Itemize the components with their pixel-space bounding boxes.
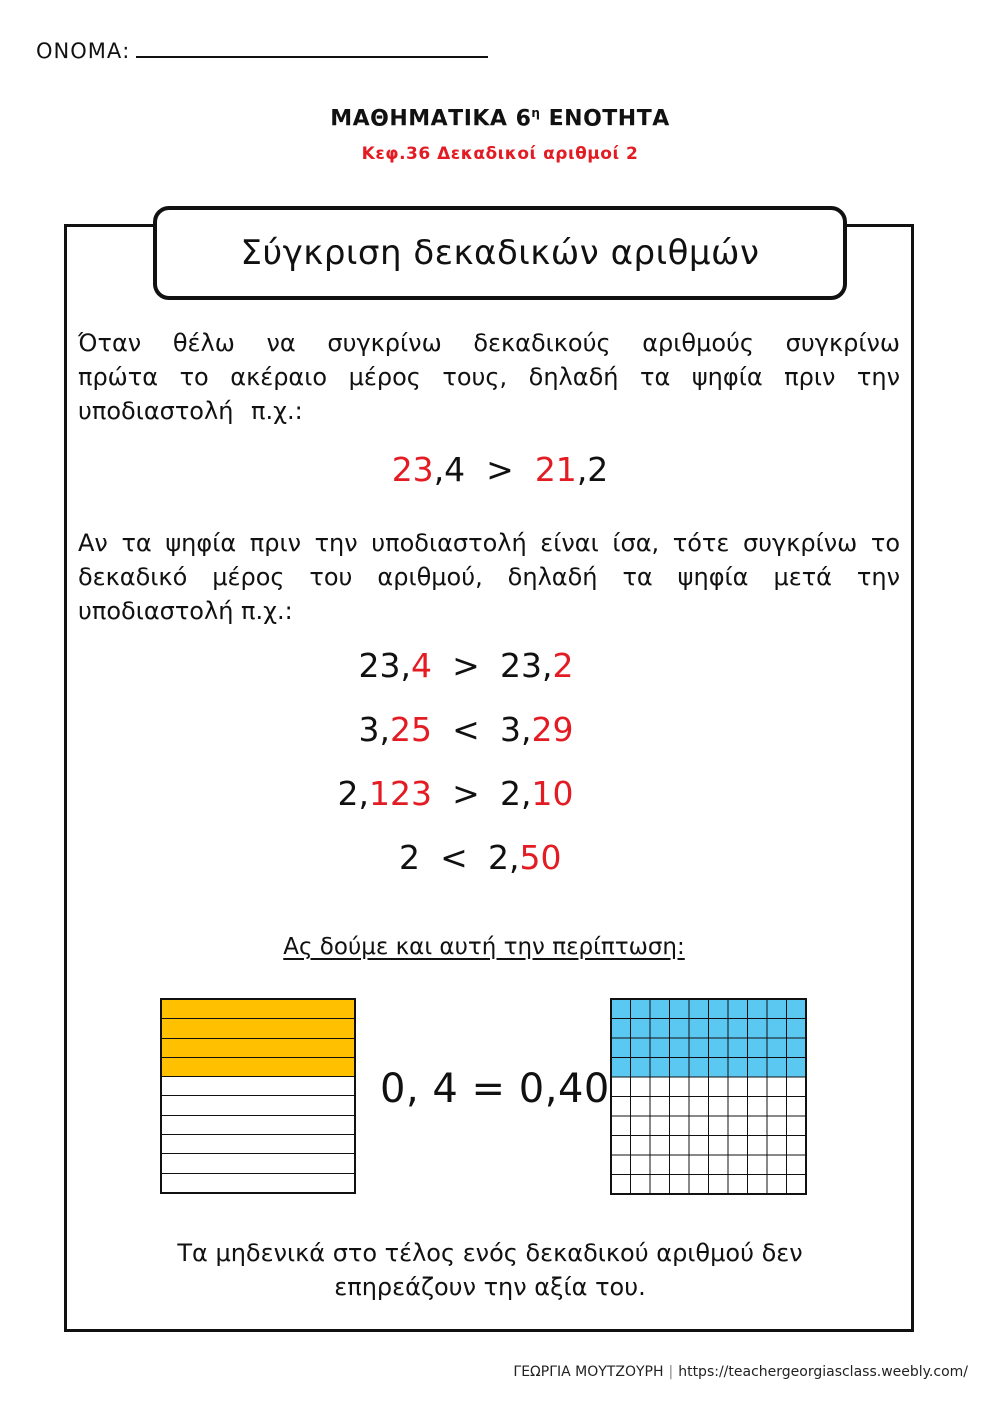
hundredth-cell (728, 1097, 748, 1117)
hundredth-cell (650, 1097, 670, 1117)
hundredth-cell (709, 1077, 729, 1097)
hundredth-cell (650, 1116, 670, 1136)
hundredth-cell-shaded (650, 1038, 670, 1058)
comparison-operator: < (452, 710, 480, 749)
hundredth-cell-shaded (631, 1038, 651, 1058)
hundredth-cell-shaded (728, 1038, 748, 1058)
footer-url[interactable]: https://teachergeorgiasclass.weebly.com/ (678, 1364, 968, 1380)
conclusion-line-2: επηρεάζουν την αξία του. (334, 1273, 646, 1301)
tenths-model (160, 998, 356, 1194)
hundredth-cell-shaded (689, 1038, 709, 1058)
hundredth-cell-shaded (709, 1058, 729, 1078)
right-whole-part: 2, (500, 774, 532, 813)
hundredth-cell (611, 1077, 631, 1097)
hundredth-cell (767, 1077, 787, 1097)
hundredth-cell (728, 1136, 748, 1156)
hundredth-cell (631, 1136, 651, 1156)
example-left-number (0, 710, 432, 749)
example-right-number (500, 774, 574, 813)
subject-label: ΜΑΘΗΜΑΤΙΚΑ 6 (330, 106, 532, 132)
tenth-strip (162, 1116, 354, 1135)
hundredth-cell-shaded (787, 1038, 807, 1058)
hundredth-cell (650, 1175, 670, 1195)
hundredth-cell-shaded (670, 999, 690, 1019)
hundredth-cell (748, 1097, 768, 1117)
right-whole-part: 23, (500, 646, 553, 685)
hundredth-cell (748, 1136, 768, 1156)
hundredth-cell (709, 1155, 729, 1175)
chapter-title: Κεφ.36 Δεκαδικοί αριθμοί 2 (361, 144, 639, 164)
example-integer-comparison (0, 450, 1000, 489)
hundredth-cell-shaded (767, 1038, 787, 1058)
example-right-integer: 21 (534, 450, 577, 489)
comparison-operator: < (440, 838, 468, 877)
tenth-strip (162, 1096, 354, 1115)
hundredths-model (610, 998, 807, 1195)
left-decimal-digits: 123 (369, 774, 432, 813)
hundredth-cell (670, 1175, 690, 1195)
hundredth-cell-shaded (650, 1058, 670, 1078)
name-blank-line[interactable] (136, 36, 488, 58)
hundredth-cell (631, 1097, 651, 1117)
right-decimal-digits: 10 (531, 774, 574, 813)
hundredth-cell (787, 1175, 807, 1195)
hundredth-cell (670, 1077, 690, 1097)
hundredth-cell-shaded (787, 999, 807, 1019)
hundredth-cell (611, 1097, 631, 1117)
hundredth-cell-shaded (728, 1019, 748, 1039)
hundredth-cell (631, 1155, 651, 1175)
left-whole-part: 3, (358, 710, 390, 749)
comparison-operator: > (452, 774, 480, 813)
hundredth-cell (670, 1116, 690, 1136)
example-right-number (500, 710, 574, 749)
hundredth-cell-shaded (728, 999, 748, 1019)
left-whole-part: 2, (337, 774, 369, 813)
hundredth-cell-shaded (748, 1058, 768, 1078)
example-right-number (488, 838, 562, 877)
hundredth-cell (670, 1097, 690, 1117)
hundredth-cell-shaded (670, 1058, 690, 1078)
paragraph-integer-part: Όταν θέλω να συγκρίνω δεκαδικούς αριθμούς συγκρίνω πρώτα το ακέραιο μέρος τους, δηλαδή τα ψηφία πριν την υποδιαστολή π.χ.: (78, 329, 900, 425)
equation: 0, 4 = 0,40 (380, 1066, 610, 1112)
footer-separator: | (668, 1364, 674, 1380)
hundredth-cell (748, 1175, 768, 1195)
hundredth-cell (689, 1136, 709, 1156)
example-row (0, 838, 1000, 877)
hundredth-cell (611, 1155, 631, 1175)
hundredth-cell-shaded (611, 999, 631, 1019)
name-label: ΟΝΟΜΑ: (36, 39, 131, 63)
hundredth-cell-shaded (611, 1058, 631, 1078)
example-left-decimal: ,4 (433, 450, 466, 489)
example-left-number (0, 646, 432, 685)
hundredth-cell-shaded (650, 1019, 670, 1039)
hundredth-cell-shaded (689, 1058, 709, 1078)
hundredth-cell-shaded (787, 1019, 807, 1039)
hundredth-cell-shaded (767, 1058, 787, 1078)
hundredth-cell-shaded (728, 1058, 748, 1078)
hundredth-cell (728, 1175, 748, 1195)
example-operator: > (486, 450, 514, 489)
hundredth-cell (709, 1136, 729, 1156)
hundredth-cell (767, 1097, 787, 1117)
hundredth-cell (767, 1155, 787, 1175)
hundredth-cell (650, 1077, 670, 1097)
example-left-number (0, 838, 420, 877)
hundredth-cell (787, 1077, 807, 1097)
subject-superscript: η (531, 106, 541, 120)
hundredth-cell (611, 1175, 631, 1195)
hundredth-cell-shaded (650, 999, 670, 1019)
hundredth-cell (787, 1155, 807, 1175)
right-whole-part: 3, (500, 710, 532, 749)
hundredth-cell-shaded (689, 1019, 709, 1039)
section-heading-text: Σύγκριση δεκαδικών αριθμών (240, 233, 760, 273)
hundredth-cell (631, 1116, 651, 1136)
hundredth-cell (670, 1155, 690, 1175)
example-right-number (500, 646, 573, 685)
hundredth-cell-shaded (631, 999, 651, 1019)
hundredth-cell (787, 1116, 807, 1136)
tenth-strip-shaded (162, 1000, 354, 1019)
tenth-strip (162, 1174, 354, 1192)
unit-label: ΕΝΟΤΗΤΑ (548, 106, 670, 132)
hundredth-cell-shaded (787, 1058, 807, 1078)
right-decimal-digits: 2 (552, 646, 574, 685)
example-row (0, 646, 1000, 685)
hundredth-cell-shaded (611, 1038, 631, 1058)
hundredth-cell (631, 1175, 651, 1195)
left-whole-part: 23, (358, 646, 411, 685)
hundredth-cell (631, 1077, 651, 1097)
hundredth-cell-shaded (670, 1038, 690, 1058)
tenth-strip (162, 1135, 354, 1154)
example-left-integer: 23 (391, 450, 434, 489)
hundredth-cell (787, 1097, 807, 1117)
left-decimal-digits: 25 (390, 710, 432, 749)
hundredth-cell (709, 1116, 729, 1136)
left-decimal-digits: 4 (411, 646, 432, 685)
hundredth-cell-shaded (631, 1019, 651, 1039)
hundredth-cell-shaded (767, 999, 787, 1019)
hundredth-cell (767, 1175, 787, 1195)
example-row (0, 710, 1000, 749)
hundredth-cell (728, 1116, 748, 1136)
conclusion (0, 1236, 980, 1304)
hundredth-cell-shaded (748, 1038, 768, 1058)
left-whole-part: 2 (399, 838, 420, 877)
tenth-strip-shaded (162, 1039, 354, 1058)
footer-author: ΓΕΩΡΓΙΑ ΜΟΥΤΖΟΥΡΗ (513, 1364, 664, 1380)
hundredth-cell (709, 1097, 729, 1117)
name-field (36, 36, 488, 63)
hundredth-cell-shaded (689, 999, 709, 1019)
hundredth-cell (728, 1077, 748, 1097)
hundredth-cell (767, 1136, 787, 1156)
hundredth-cell (689, 1097, 709, 1117)
tenth-strip-shaded (162, 1019, 354, 1038)
example-row (0, 774, 1000, 813)
example-right-decimal: ,2 (576, 450, 609, 489)
hundredth-cell (748, 1155, 768, 1175)
footer (513, 1364, 968, 1380)
hundredth-cell-shaded (767, 1019, 787, 1039)
hundredth-cell-shaded (709, 1038, 729, 1058)
hundredth-cell (709, 1175, 729, 1195)
comparison-operator: > (452, 646, 480, 685)
hundredth-cell (611, 1136, 631, 1156)
hundredth-cell (748, 1116, 768, 1136)
hundredth-cell (748, 1077, 768, 1097)
conclusion-line-1: Τα μηδενικά στο τέλος ενός δεκαδικού αριθμού δεν (177, 1239, 803, 1267)
paragraph-decimal-part: Αν τα ψηφία πριν την υποδιαστολή είναι ίσα, τότε συγκρίνω το δεκαδικό μέρος του αριθμού, δηλαδή τα ψηφία μετά την υποδιαστολή π.χ.: (78, 529, 900, 625)
tenth-strip (162, 1154, 354, 1173)
hundredth-cell (689, 1175, 709, 1195)
hundredth-cell (670, 1136, 690, 1156)
hundredth-cell-shaded (748, 1019, 768, 1039)
hundredth-cell-shaded (709, 999, 729, 1019)
hundredth-cell (650, 1136, 670, 1156)
hundredth-cell (689, 1155, 709, 1175)
worksheet-title (0, 106, 1000, 131)
right-whole-part: 2, (488, 838, 520, 877)
hundredth-cell-shaded (670, 1019, 690, 1039)
hundredth-cell-shaded (709, 1019, 729, 1039)
tenth-strip (162, 1077, 354, 1096)
right-decimal-digits: 50 (519, 838, 562, 877)
hundredth-cell-shaded (748, 999, 768, 1019)
hundredth-cell (728, 1155, 748, 1175)
tenth-strip-shaded (162, 1058, 354, 1077)
right-decimal-digits: 29 (531, 710, 574, 749)
hundredth-cell-shaded (631, 1058, 651, 1078)
case-heading: Ας δούμε και αυτή την περίπτωση: (283, 934, 685, 960)
section-heading (153, 206, 847, 300)
hundredth-cell (787, 1136, 807, 1156)
hundredth-cell (650, 1155, 670, 1175)
example-left-number (0, 774, 432, 813)
hundredth-cell (689, 1116, 709, 1136)
hundredth-cell (767, 1116, 787, 1136)
hundredth-cell (611, 1116, 631, 1136)
hundredth-cell-shaded (611, 1019, 631, 1039)
hundredth-cell (689, 1077, 709, 1097)
